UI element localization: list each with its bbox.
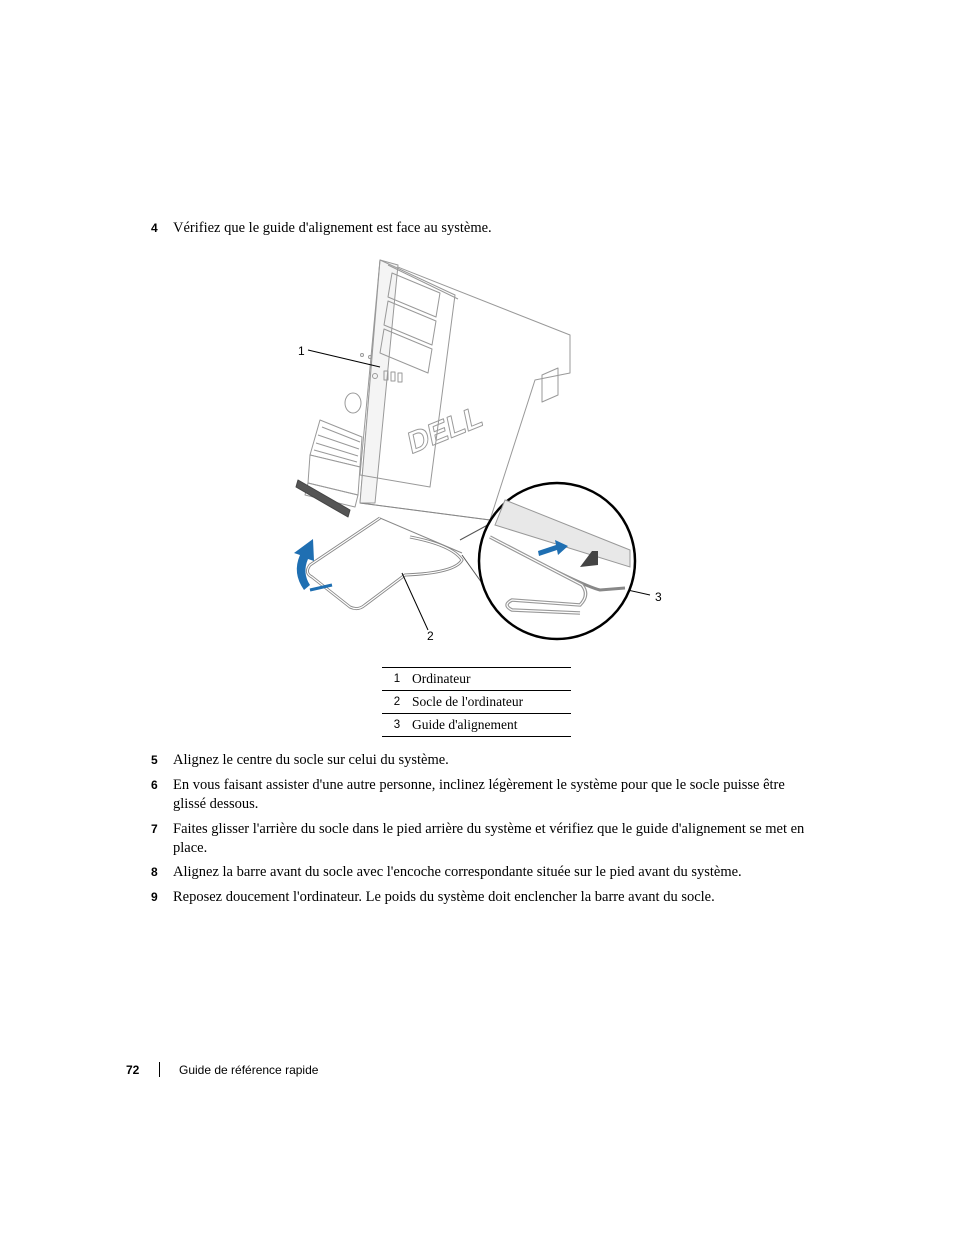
legend-label: Socle de l'ordinateur (412, 691, 571, 714)
step-text: Alignez la barre avant du socle avec l'encoche correspondante située sur le pied avant du système. (173, 864, 742, 880)
callout-1: 1 (298, 344, 305, 358)
page-number: 72 (126, 1063, 140, 1077)
step-text: Reposez doucement l'ordinateur. Le poids du système doit enclencher la barre avant du socle. (173, 889, 715, 905)
footer-title: Guide de référence rapide (179, 1063, 319, 1077)
step-6 (151, 776, 811, 814)
legend-row (382, 714, 571, 737)
step-7 (151, 820, 811, 858)
legend-label: Guide d'alignement (412, 714, 571, 737)
step-9 (151, 888, 811, 907)
dell-logo: DELL (405, 399, 485, 462)
step-text: Faites glisser l'arrière du socle dans le pied arrière du système et vérifiez que le guide d'alignement se met en place. (173, 821, 805, 856)
legend-number: 2 (382, 691, 412, 714)
step-number: 6 (151, 778, 158, 792)
computer-stand-illustration (280, 255, 680, 645)
step-8 (151, 863, 811, 882)
callout-3: 3 (655, 590, 662, 604)
callout-2: 2 (427, 629, 434, 643)
legend-row (382, 668, 571, 691)
step-number: 7 (151, 822, 158, 836)
step-text: Alignez le centre du socle sur celui du système. (173, 752, 449, 768)
step-number: 4 (151, 221, 158, 235)
step-text: En vous faisant assister d'une autre personne, inclinez légèrement le système pour que le socle puisse être glissé dessous. (173, 777, 785, 812)
step-number: 9 (151, 890, 158, 904)
step-number: 5 (151, 753, 158, 767)
legend-number: 3 (382, 714, 412, 737)
legend-label: Ordinateur (412, 668, 571, 691)
step-number: 8 (151, 865, 158, 879)
legend-row (382, 691, 571, 714)
legend-table (382, 667, 571, 737)
step-text: Vérifiez que le guide d'alignement est face au système. (173, 220, 492, 236)
footer-divider (159, 1062, 160, 1077)
step-4 (151, 219, 811, 238)
legend-number: 1 (382, 668, 412, 691)
step-5 (151, 751, 811, 770)
